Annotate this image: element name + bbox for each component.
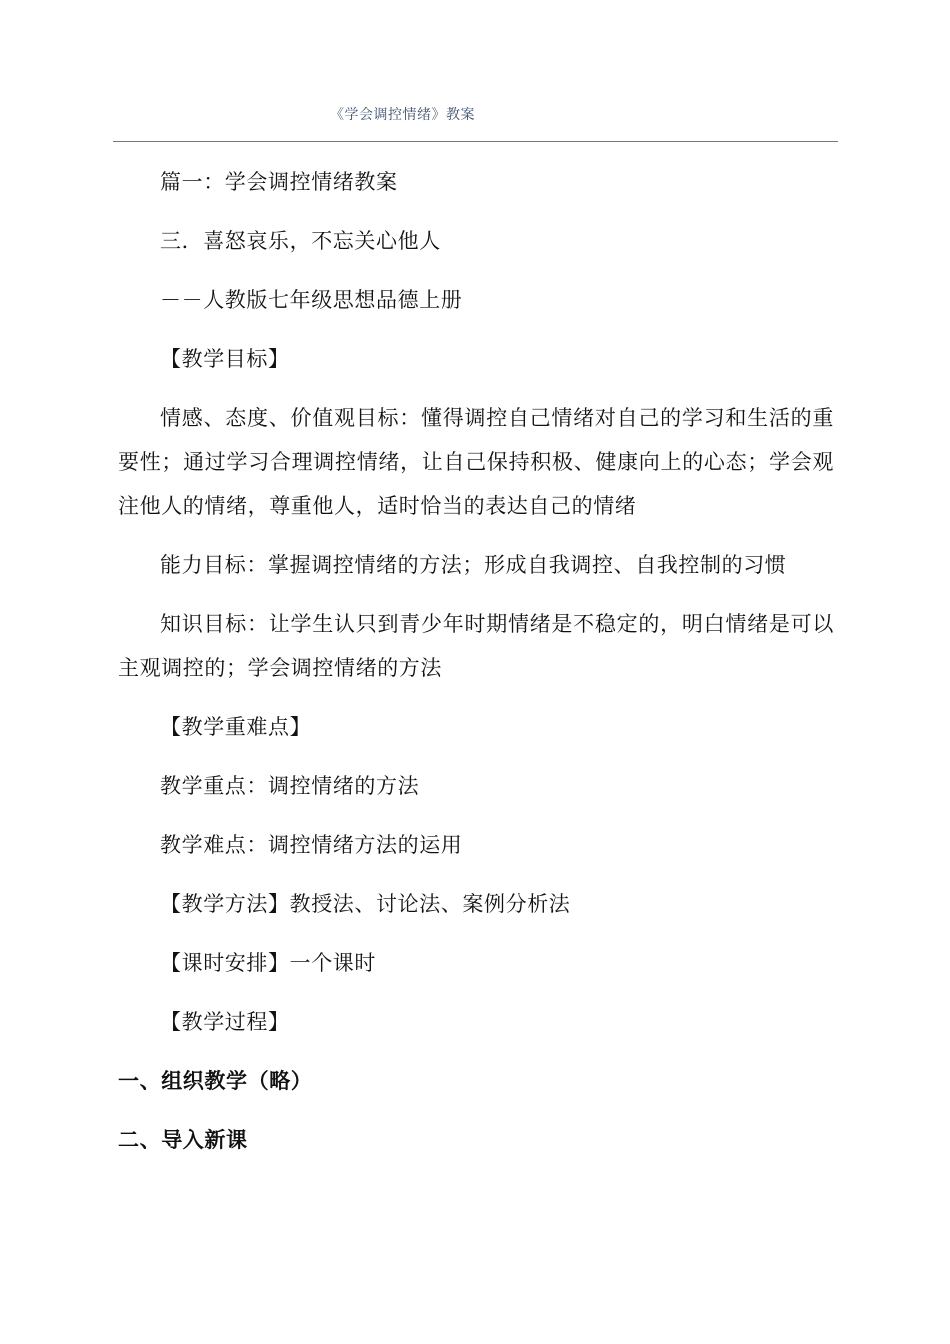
section-title: 篇一：学会调控情绪教案	[160, 170, 398, 194]
step-organize-teaching: 一、组织教学（略）	[118, 1068, 313, 1093]
class-schedule: 【课时安排】一个课时	[160, 951, 376, 975]
goal-knowledge: 知识目标：让学生认只到青少年时期情绪是不稳定的，明白情绪是可以主观调控的；学会调控情绪的方法	[118, 612, 834, 680]
page-header	[0, 0, 950, 144]
difficult-point: 教学难点：调控情绪方法的运用	[160, 833, 463, 857]
lesson-title: 三．喜怒哀乐，不忘关心他人	[160, 229, 441, 253]
step-introduce-new-lesson: 二、导入新课	[118, 1127, 248, 1152]
key-point: 教学重点：调控情绪的方法	[160, 774, 420, 798]
teaching-methods: 【教学方法】教授法、讨论法、案例分析法	[160, 892, 571, 916]
goal-ability: 能力目标：掌握调控情绪的方法；形成自我调控、自我控制的习惯	[160, 553, 787, 577]
document-body	[118, 160, 834, 1177]
heading-teaching-process: 【教学过程】	[160, 1010, 290, 1034]
heading-key-difficult-points: 【教学重难点】	[160, 715, 312, 739]
header-title: 《学会调控情绪》教案	[330, 107, 475, 123]
heading-teaching-goals: 【教学目标】	[160, 347, 290, 371]
textbook-subtitle: －－人教版七年级思想品德上册	[160, 288, 463, 312]
header-divider	[113, 141, 838, 142]
goal-emotion-attitude: 情感、态度、价值观目标：懂得调控自己情绪对自己的学习和生活的重要性；通过学习合理调控情绪，让自己保持积极、健康向上的心态；学会观注他人的情绪，尊重他人，适时恰当的表达自己的情绪	[118, 406, 834, 518]
